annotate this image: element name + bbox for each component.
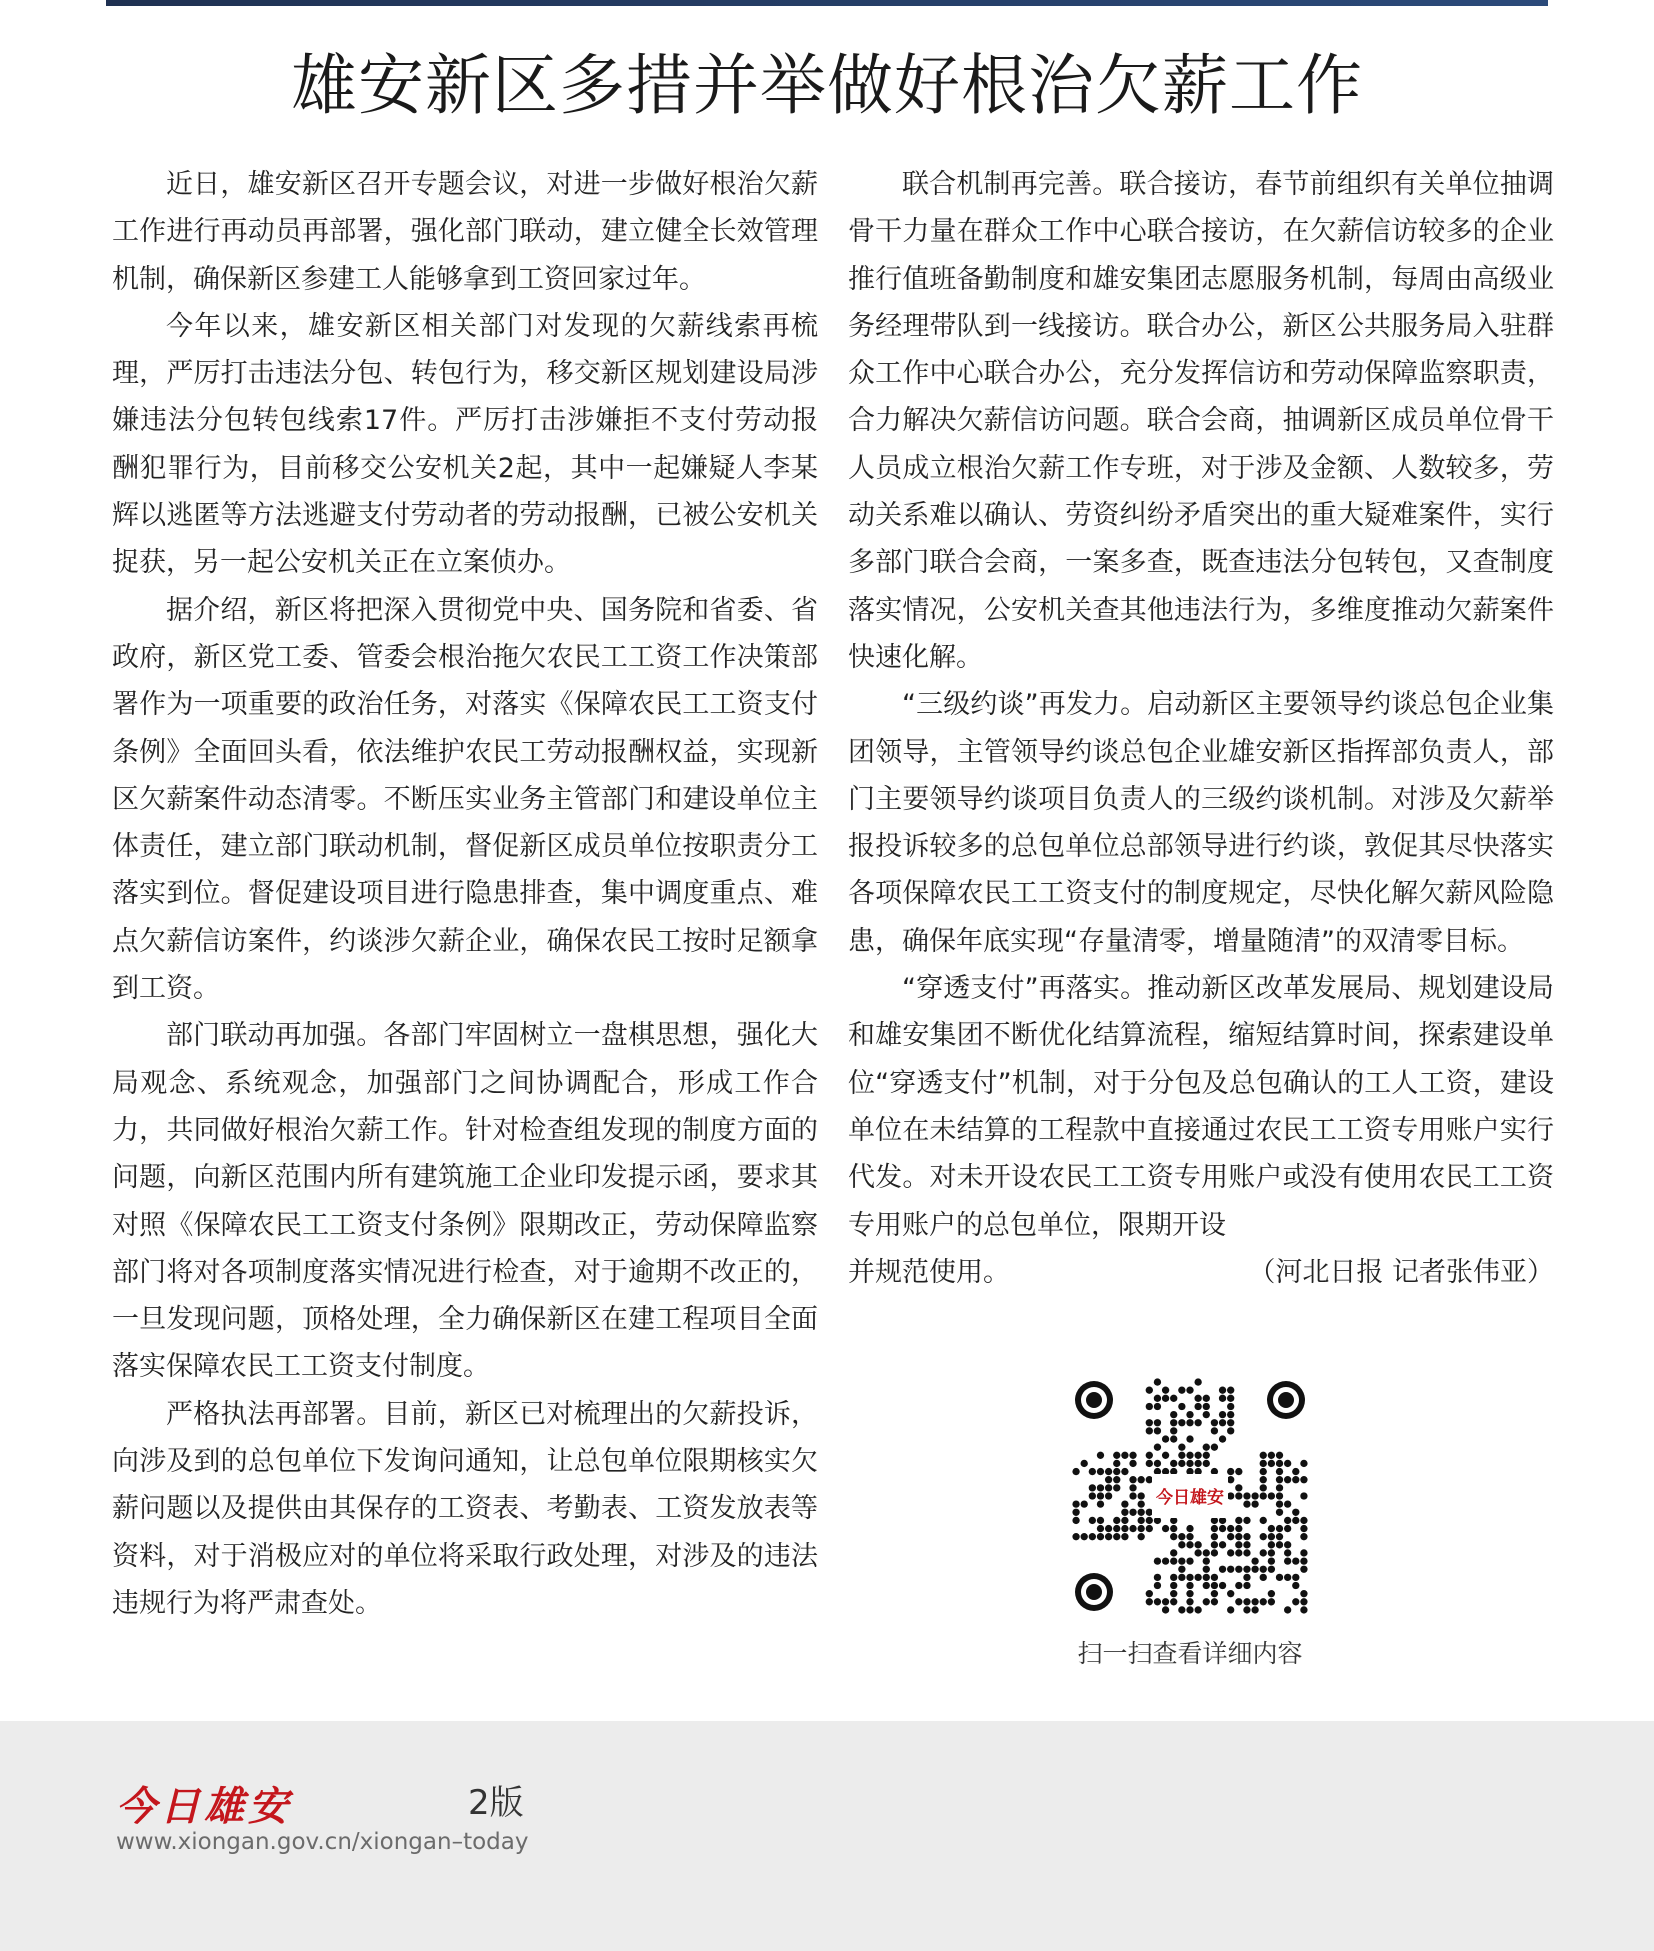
paragraph: “穿透支付”再落实。推动新区改革发展局、规划建设局和雄安集团不断优化结算流程，缩短结算时间，探索建设单位“穿透支付”机制，对于分包及总包确认的工人工资，建设单位在未结算的工程款中直接通过农民工工资专用账户实行代发。对未开设农民工工资专用账户或没有使用农民工工资专用账户的总包单位，限期开设 bbox=[848, 973, 1554, 1241]
publication-logo: 今日雄安 bbox=[116, 1783, 292, 1830]
paragraph: 近日，雄安新区召开专题会议，对进一步做好根治欠薪工作进行再动员再部署，强化部门联动，建立健全长效管理机制，确保新区参建工人能够拿到工资回家过年。 bbox=[112, 169, 818, 295]
qr-code[interactable] bbox=[1072, 1378, 1308, 1614]
page-footer bbox=[0, 1721, 1654, 1951]
byline: （河北日报 记者张伟亚） bbox=[1248, 1256, 1554, 1288]
paragraph: 今年以来，雄安新区相关部门对发现的欠薪线索再梳理，严厉打击违法分包、转包行为，移交新区规划建设局涉嫌违法分包转包线索17件。严厉打击涉嫌拒不支付劳动报酬犯罪行为，目前移交公安机关2起，其中一起嫌疑人李某辉以逃匿等方法逃避支付劳动者的劳动报酬，已被公安机关捉获，另一起公安机关正在立案侦办。 bbox=[112, 310, 818, 579]
paragraph: “三级约谈”再发力。启动新区主要领导约谈总包企业集团领导，主管领导约谈总包企业雄安新区指挥部负责人，部门主要领导约谈项目负责人的三级约谈机制。对涉及欠薪举报投诉较多的总包单位总部领导进行约谈，敦促其尽快落实各项保障农民工工资支付的制度规定，尽快化解欠薪风险隐患，确保年底实现“存量清零，增量随清”的双清零目标。 bbox=[848, 689, 1554, 957]
article-closing-line bbox=[848, 1249, 1554, 1296]
website-url[interactable]: www.xiongan.gov.cn/xiongan–today bbox=[116, 1829, 529, 1855]
closing-text: 并规范使用。 bbox=[848, 1256, 1010, 1288]
article-title: 雄安新区多措并举做好根治欠薪工作 bbox=[291, 47, 1363, 124]
page-number: 2版 bbox=[468, 1783, 524, 1823]
paragraph: 部门联动再加强。各部门牢固树立一盘棋思想，强化大局观念、系统观念，加强部门之间协调配合，形成工作合力，共同做好根治欠薪工作。针对检查组发现的制度方面的问题，向新区范围内所有建筑施工企业印发提示函，要求其对照《保障农民工工资支付条例》限期改正，劳动保障监察部门将对各项制度落实情况进行检查，对于逾期不改正的，一旦发现问题，顶格处理，全力确保新区在建工程项目全面落实保障农民工工资支付制度。 bbox=[112, 1020, 818, 1383]
paragraph: 据介绍，新区将把深入贯彻党中央、国务院和省委、省政府，新区党工委、管委会根治拖欠农民工工资工作决策部署作为一项重要的政治任务，对落实《保障农民工工资支付条例》全面回头看，依法维护农民工劳动报酬权益，实现新区欠薪案件动态清零。不断压实业务主管部门和建设单位主体责任，建立部门联动机制，督促新区成员单位按职责分工落实到位。督促建设项目进行隐患排查，集中调度重点、难点欠薪信访案件，约谈涉欠薪企业，确保农民工按时足额拿到工资。 bbox=[112, 594, 818, 1005]
paragraph: 严格执法再部署。目前，新区已对梳理出的欠薪投诉，向涉及到的总包单位下发询问通知，让总包单位限期核实欠薪问题以及提供由其保存的工资表、考勤表、工资发放表等资料，对于消极应对的单位将采取行政处理，对涉及的违法违规行为将严肃查处。 bbox=[112, 1398, 818, 1619]
qr-center-label: 今日雄安 bbox=[1156, 1488, 1224, 1508]
article-column-left bbox=[112, 161, 818, 1627]
paragraph: 联合机制再完善。联合接访，春节前组织有关单位抽调骨干力量在群众工作中心联合接访，在欠薪信访较多的企业推行值班备勤制度和雄安集团志愿服务机制，每周由高级业务经理带队到一线接访。联合办公，新区公共服务局入驻群众工作中心联合办公，充分发挥信访和劳动保障监察职责，合力解决欠薪信访问题。联合会商，抽调新区成员单位骨干人员成立根治欠薪工作专班，对于涉及金额、人数较多，劳动关系难以确认、劳资纠纷矛盾突出的重大疑难案件，实行多部门联合会商，一案多查，既查违法分包转包，又查制度落实情况，公安机关查其他违法行为，多维度推动欠薪案件快速化解。 bbox=[848, 169, 1554, 673]
article-column-right bbox=[848, 161, 1554, 1296]
qr-caption: 扫一扫查看详细内容 bbox=[1077, 1639, 1303, 1668]
top-accent-bar bbox=[106, 0, 1548, 6]
qr-code-block bbox=[1060, 1378, 1320, 1670]
